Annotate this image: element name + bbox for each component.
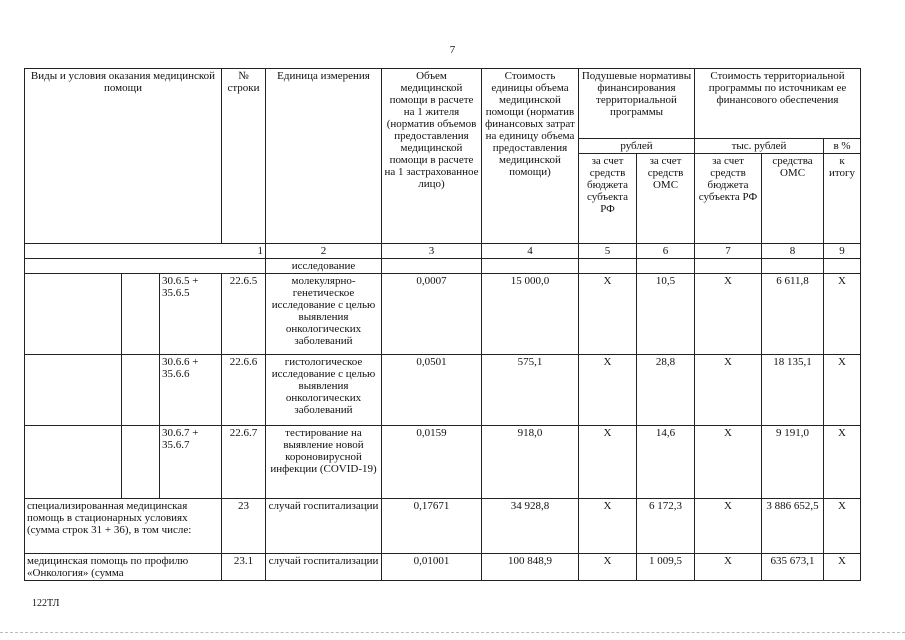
header-row-1 — [25, 69, 861, 139]
financing-table — [24, 68, 861, 581]
row-oms-total: 3 886 652,5 — [762, 499, 824, 554]
col-number: 9 — [824, 244, 861, 259]
row-number: 22.6.5 — [222, 274, 266, 355]
document-code: 122ТЛ — [32, 598, 60, 609]
row-unit: гистологическое исследование с целью выявления онкологических заболеваний — [266, 355, 382, 426]
header-row-number: № строки — [222, 69, 266, 244]
row-unit: молекулярно-генетическое исследование с целью выявления онкологических заболеваний — [266, 274, 382, 355]
row-number: 22.6.7 — [222, 426, 266, 499]
table-row — [25, 274, 861, 355]
row-budget-total: Х — [695, 274, 762, 355]
row-volume: 0,01001 — [382, 554, 482, 581]
row-volume: 0,0501 — [382, 355, 482, 426]
table-row — [25, 499, 861, 554]
row-oms-total: 635 673,1 — [762, 554, 824, 581]
table-row — [25, 554, 861, 581]
row-oms-total: 18 135,1 — [762, 355, 824, 426]
header-unit: Единица измерения — [266, 69, 382, 244]
row-cost: 34 928,8 — [482, 499, 579, 554]
col-number: 5 — [579, 244, 637, 259]
col-number: 8 — [762, 244, 824, 259]
header-cost: Стоимость единицы объема медицинской помощи (норматив финансовых затрат на единицу объема предоставления медицинской помощи) — [482, 69, 579, 244]
row-name: специализированная медицинская помощь в стационарных условиях (сумма строк 31 + 36), в том числе: — [25, 499, 222, 554]
row-cost: 100 848,9 — [482, 554, 579, 581]
row-budget-percap: Х — [579, 426, 637, 499]
header-oms-percap: за счет средств ОМС — [637, 154, 695, 244]
row-oms-total: 9 191,0 — [762, 426, 824, 499]
row-budget-percap: Х — [579, 274, 637, 355]
row-oms-percap: 28,8 — [637, 355, 695, 426]
row-volume: 0,0007 — [382, 274, 482, 355]
column-number-row — [25, 244, 861, 259]
header-type: Виды и условия оказания медицинской помощи — [25, 69, 222, 244]
row-pct: Х — [824, 554, 861, 581]
table-row — [25, 355, 861, 426]
row-unit: случай госпитализации — [266, 499, 382, 554]
row-code: 30.6.7 + 35.6.7 — [160, 426, 222, 499]
row-budget-percap: Х — [579, 499, 637, 554]
header-per-capita: Подушевые нормативы финансирования территориальной программы — [579, 69, 695, 139]
header-budget-percap: за счет средств бюджета субъекта РФ — [579, 154, 637, 244]
row-oms-percap: 6 172,3 — [637, 499, 695, 554]
row-budget-percap: Х — [579, 554, 637, 581]
header-rubles: рублей — [579, 139, 695, 154]
row-budget-total: Х — [695, 554, 762, 581]
col-number: 6 — [637, 244, 695, 259]
continued-unit: исследование — [266, 259, 382, 274]
row-volume: 0,0159 — [382, 426, 482, 499]
row-unit: тестирование на выявление новой короновирусной инфекции (COVID-19) — [266, 426, 382, 499]
row-name: медицинская помощь по профилю «Онкология» (сумма — [25, 554, 222, 581]
row-oms-percap: 10,5 — [637, 274, 695, 355]
page-edge-divider — [0, 632, 905, 633]
row-number: 22.6.6 — [222, 355, 266, 426]
row-oms-total: 6 611,8 — [762, 274, 824, 355]
row-unit: случай госпитализации — [266, 554, 382, 581]
row-budget-total: Х — [695, 499, 762, 554]
col-number: 3 — [382, 244, 482, 259]
row-oms-percap: 14,6 — [637, 426, 695, 499]
row-budget-total: Х — [695, 355, 762, 426]
row-number: 23 — [222, 499, 266, 554]
row-code: 30.6.5 + 35.6.5 — [160, 274, 222, 355]
row-budget-percap: Х — [579, 355, 637, 426]
row-pct: Х — [824, 355, 861, 426]
row-oms-percap: 1 009,5 — [637, 554, 695, 581]
row-code: 30.6.6 + 35.6.6 — [160, 355, 222, 426]
col-number: 1 — [25, 244, 266, 259]
table-row — [25, 426, 861, 499]
col-number: 4 — [482, 244, 579, 259]
continued-row — [25, 259, 861, 274]
page-number: 7 — [449, 44, 456, 56]
row-cost: 575,1 — [482, 355, 579, 426]
header-thousand-rubles: тыс. рублей — [695, 139, 824, 154]
row-budget-total: Х — [695, 426, 762, 499]
row-number: 23.1 — [222, 554, 266, 581]
header-budget-total: за счет средств бюджета субъекта РФ — [695, 154, 762, 244]
header-pct-bottom: к итогу — [824, 154, 861, 244]
col-number: 2 — [266, 244, 382, 259]
row-cost: 15 000,0 — [482, 274, 579, 355]
row-pct: Х — [824, 499, 861, 554]
row-cost: 918,0 — [482, 426, 579, 499]
row-volume: 0,17671 — [382, 499, 482, 554]
row-pct: Х — [824, 426, 861, 499]
header-total-cost: Стоимость территориальной программы по источникам ее финансового обеспечения — [695, 69, 861, 139]
col-number: 7 — [695, 244, 762, 259]
header-pct-top: в % — [824, 139, 861, 154]
header-volume: Объем медицинской помощи в расчете на 1 жителя (норматив объемов предоставления медицинской помощи в расчете на 1 застрахованное лицо) — [382, 69, 482, 244]
row-pct: Х — [824, 274, 861, 355]
header-oms-total: средства ОМС — [762, 154, 824, 244]
